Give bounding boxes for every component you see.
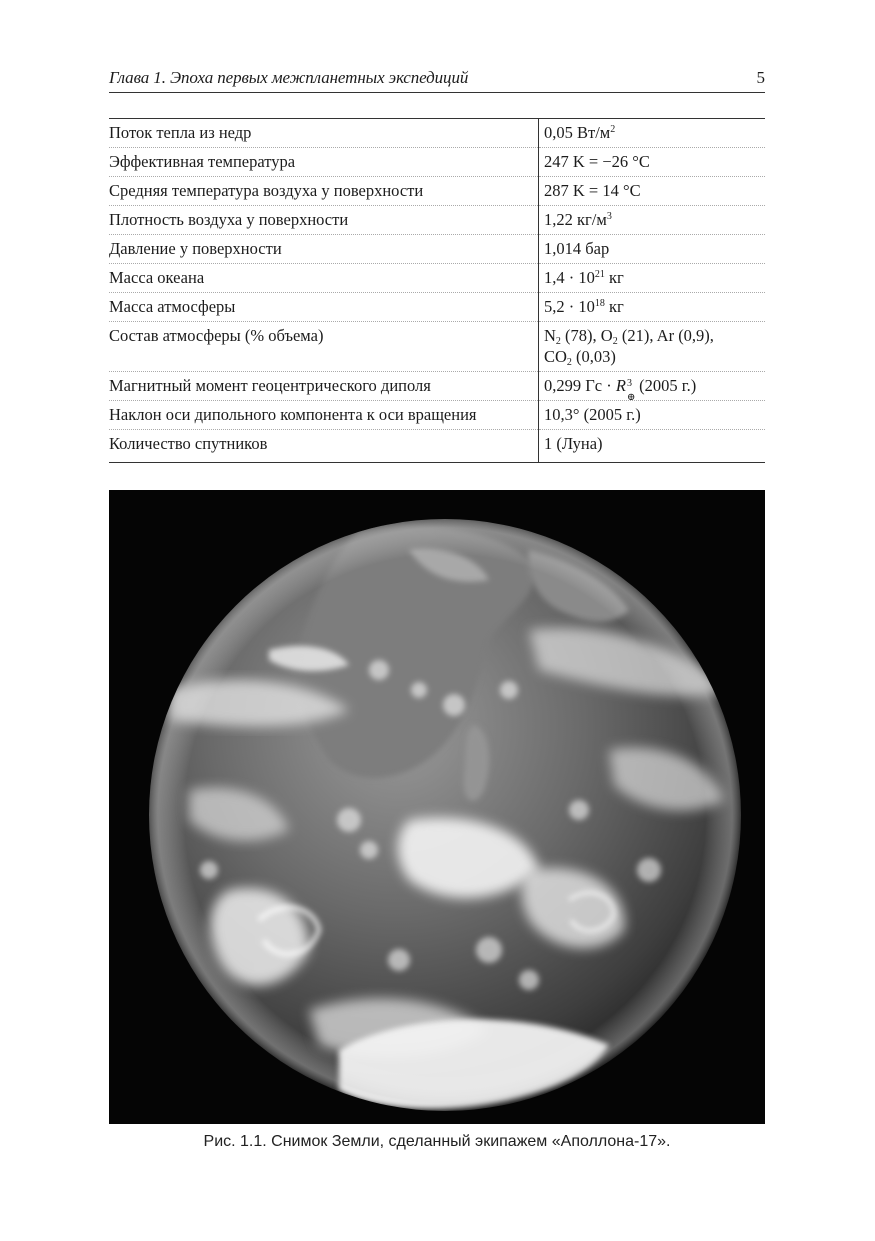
property-value: 287 K = 14 °С bbox=[539, 177, 766, 206]
property-name: Поток тепла из недр bbox=[109, 119, 539, 148]
figure-caption: Рис. 1.1. Снимок Земли, сделанный экипажем «Аполлона-17». bbox=[203, 1133, 671, 1150]
composition-line-1: $N_2$ (78), $O_2$ (21), Ar (0,9), bbox=[544, 326, 714, 347]
page-number: 5 bbox=[756, 68, 765, 87]
property-value: 0,05 $Вт/м^2$ bbox=[539, 119, 766, 148]
property-value: 1,22 $кг/м^3$ bbox=[539, 206, 766, 235]
property-name: Масса атмосферы bbox=[109, 293, 539, 322]
property-name: Средняя температура воздуха у поверхности bbox=[109, 177, 539, 206]
table-row bbox=[109, 293, 765, 322]
property-name: Эффективная температура bbox=[109, 148, 539, 177]
running-head bbox=[109, 66, 765, 93]
table-row bbox=[109, 177, 765, 206]
table-row bbox=[109, 430, 765, 463]
earth-globe-illustration bbox=[109, 490, 765, 1124]
property-value: 1,014 бар bbox=[539, 235, 766, 264]
property-name: Плотность воздуха у поверхности bbox=[109, 206, 539, 235]
property-name: Состав атмосферы (% объема) bbox=[109, 322, 539, 372]
property-value bbox=[539, 322, 766, 372]
property-value: $1,4 \cdot 10^{21}$ кг bbox=[539, 264, 766, 293]
table-row bbox=[109, 206, 765, 235]
table-row bbox=[109, 372, 765, 401]
property-name: Количество спутников bbox=[109, 430, 539, 463]
table-row bbox=[109, 148, 765, 177]
table-row bbox=[109, 235, 765, 264]
table-row bbox=[109, 401, 765, 430]
table-row bbox=[109, 119, 765, 148]
earth-photo bbox=[109, 490, 765, 1124]
property-value: 10,3° (2005 г.) bbox=[539, 401, 766, 430]
composition-line-2: $CO_2$ (0,03) bbox=[544, 347, 616, 368]
earth-properties-table bbox=[109, 118, 765, 463]
property-name: Масса океана bbox=[109, 264, 539, 293]
table-row bbox=[109, 322, 765, 372]
table-row bbox=[109, 264, 765, 293]
chapter-title: Глава 1. Эпоха первых межпланетных экспедиций bbox=[109, 68, 469, 87]
property-value: 247 K = −26 °С bbox=[539, 148, 766, 177]
property-value: $5,2 \cdot 10^{18}$ кг bbox=[539, 293, 766, 322]
property-name: Магнитный момент геоцентрического диполя bbox=[109, 372, 539, 401]
property-name: Наклон оси дипольного компонента к оси вращения bbox=[109, 401, 539, 430]
property-name: Давление у поверхности bbox=[109, 235, 539, 264]
property-value: 0,299 Гс · R 3 ⊕ (2005 г.) bbox=[539, 372, 766, 401]
property-value: 1 (Луна) bbox=[544, 434, 603, 453]
